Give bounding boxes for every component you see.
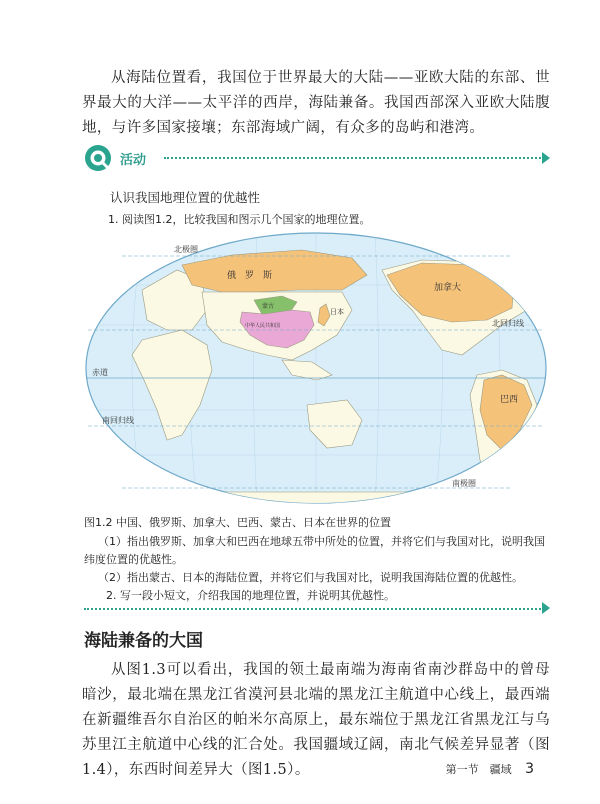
footer-section: 第一节 疆域 — [445, 763, 512, 776]
section-divider — [84, 608, 548, 610]
china-label: 中华人民共和国 — [245, 323, 281, 329]
tropic-capricorn-label: 南回归线 — [102, 416, 134, 425]
brazil-label: 巴西 — [500, 395, 519, 405]
equator-label: 赤道 — [92, 368, 108, 377]
world-map-figure — [82, 230, 550, 510]
question-3: 2. 写一段小短文，介绍我国的地理位置，并说明其优越性。 — [106, 589, 395, 602]
figure-caption: 图1.2 中国、俄罗斯、加拿大、巴西、蒙古、日本在世界的位置 — [84, 516, 391, 529]
arctic-circle-label: 北极圈 — [174, 245, 198, 254]
canada-label: 加拿大 — [434, 283, 462, 293]
section-title: 海陆兼备的大国 — [84, 631, 203, 651]
question-1: （1）指出俄罗斯、加拿大和巴西在地球五带中所处的位置，并将它们与我国对比，说明我国纬度位置的优越性。 — [84, 535, 545, 566]
intro-paragraph: 从海陆位置看，我国位于世界最大的大陆——亚欧大陆的东部、世界最大的大洋——太平洋的西岸，海陆兼备。我国西部深入亚欧大陆腹地，与许多国家接壤；东部海域广阔，有众多的岛屿和港湾。 — [82, 70, 550, 136]
antarctic-circle-label: 南极圈 — [452, 479, 476, 488]
body-paragraph: 从图1.3可以看出，我国的领土最南端为海南省南沙群岛中的曾母暗沙，最北端在黑龙江省漠河县北端的黑龙江主航道中心线上，最西端在新疆维吾尔自治区的帕米尔高原上，最东端位于黑龙江省黑龙江与乌苏里江主航道中心线的汇合处。我国疆域辽阔，南北气候差异显著（图1.4），东西时间差异大（图1.5）。 — [82, 662, 550, 778]
arrow-right-icon — [542, 602, 550, 614]
activity-banner — [84, 144, 550, 172]
russia-label: 俄 罗 斯 — [227, 271, 273, 281]
activity-dotted-line — [164, 157, 544, 159]
tropic-cancer-label: 北回归线 — [492, 319, 524, 328]
world-map — [82, 230, 550, 510]
page-number: 3 — [525, 761, 534, 777]
question-2: （2）指出蒙古、日本的海陆位置，并将它们与我国对比，说明我国海陆位置的优越性。 — [98, 571, 523, 584]
mongolia-label: 蒙古 — [262, 303, 275, 310]
activity-heading: 认识我国地理位置的优越性 — [110, 190, 261, 205]
activity-icon — [84, 144, 112, 172]
activity-label: 活动 — [120, 153, 147, 168]
task-1: 1. 阅读图1.2，比较我国和图示几个国家的地理位置。 — [108, 213, 371, 226]
japan-label: 日本 — [330, 308, 344, 316]
arrow-right-icon — [542, 152, 550, 164]
page-footer — [446, 761, 534, 777]
